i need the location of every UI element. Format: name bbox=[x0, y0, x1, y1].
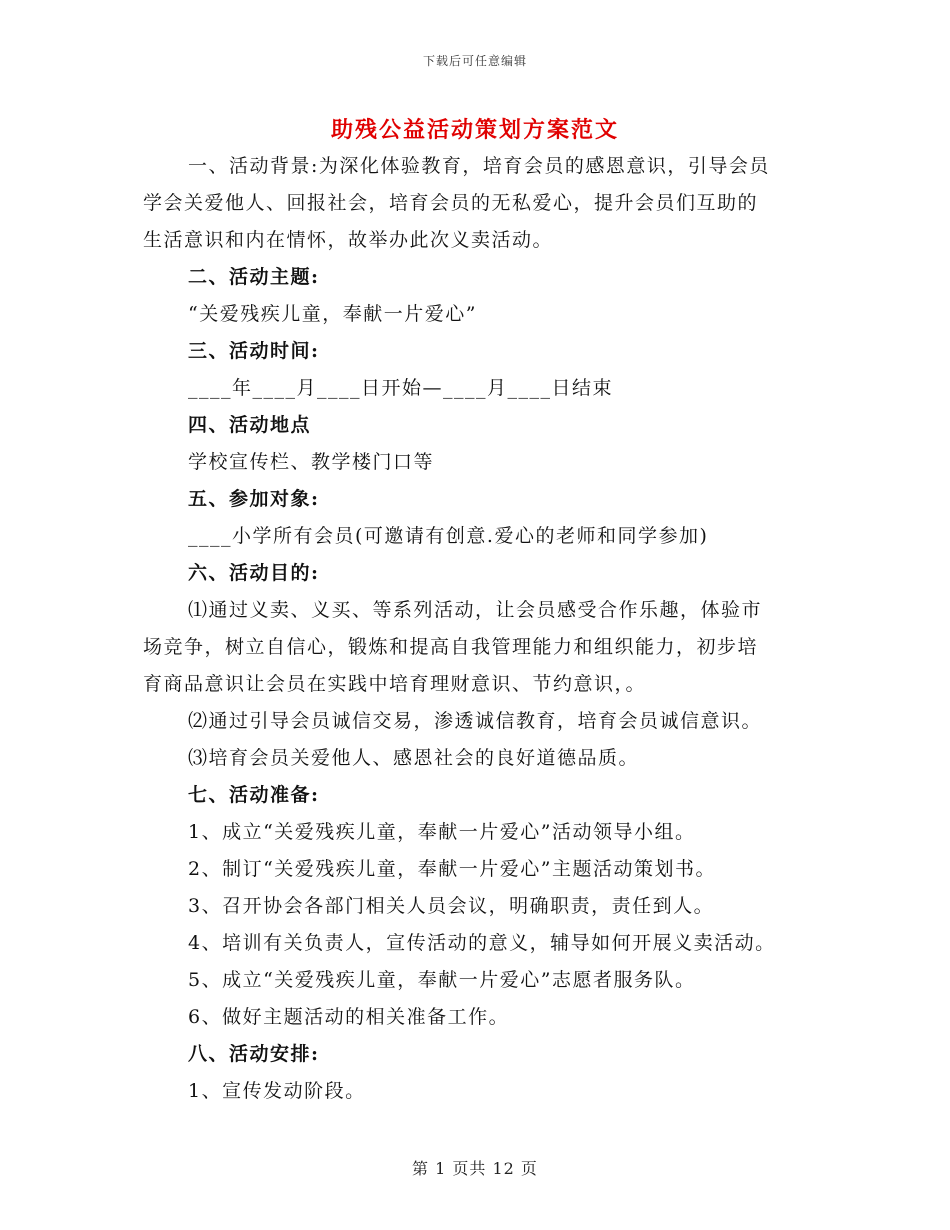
purpose-item-1-line-2: 场竞争，树立自信心，锻炼和提高自我管理能力和组织能力，初步培 bbox=[143, 636, 759, 658]
theme-text: “关爱残疾儿童，奉献一片爱心” bbox=[188, 303, 477, 325]
theme-heading: 二、活动主题: bbox=[188, 266, 320, 288]
time-heading: 三、活动时间: bbox=[188, 340, 320, 362]
purpose-item-2: ⑵通过引导会员诚信交易，渗透诚信教育，培育会员诚信意识。 bbox=[188, 710, 763, 732]
preparation-item-2: 2、制订“关爱残疾儿童，奉献一片爱心”主题活动策划书。 bbox=[188, 858, 717, 880]
header-note: 下载后可任意编辑 bbox=[422, 54, 527, 68]
time-text: ____年____月____日开始—____月____日结束 bbox=[188, 377, 614, 399]
purpose-heading: 六、活动目的: bbox=[188, 562, 320, 584]
location-text: 学校宣传栏、教学楼门口等 bbox=[188, 451, 435, 473]
preparation-heading: 七、活动准备: bbox=[188, 784, 320, 806]
purpose-item-1-line-3: 育商品意识让会员在实践中培育理财意识、节约意识，。 bbox=[143, 673, 647, 695]
document-title: 助残公益活动策划方案范文 bbox=[330, 117, 619, 143]
document-body bbox=[143, 148, 808, 1110]
preparation-item-4: 4、培训有关负责人，宣传活动的意义，辅导如何开展义卖活动。 bbox=[188, 932, 776, 954]
background-line-1: 一、活动背景:为深化体验教育，培育会员的感恩意识，引导会员 bbox=[188, 155, 770, 177]
location-heading: 四、活动地点 bbox=[188, 414, 312, 436]
arrangement-item-1: 1、宣传发动阶段。 bbox=[188, 1080, 366, 1102]
preparation-item-6: 6、做好主题活动的相关准备工作。 bbox=[188, 1006, 510, 1028]
purpose-item-3: ⑶培育会员关爱他人、感恩社会的良好道德品质。 bbox=[188, 747, 640, 769]
purpose-item-1-line-1: ⑴通过义卖、义买、等系列活动，让会员感受合作乐趣，体验市 bbox=[188, 599, 763, 621]
background-line-3: 生活意识和内在情怀，故举办此次义卖活动。 bbox=[143, 229, 554, 251]
preparation-item-1: 1、成立“关爱残疾儿童，奉献一片爱心”活动领导小组。 bbox=[188, 821, 696, 843]
page-footer: 第 1 页共 12 页 bbox=[412, 1159, 538, 1178]
background-line-2: 学会关爱他人、回报社会，培育会员的无私爱心，提升会员们互助的 bbox=[143, 192, 759, 214]
arrangement-heading: 八、活动安排: bbox=[188, 1043, 320, 1065]
preparation-item-3: 3、召开协会各部门相关人员会议，明确职责，责任到人。 bbox=[188, 895, 715, 917]
participants-text: ____小学所有会员(可邀请有创意.爱心的老师和同学参加) bbox=[188, 525, 709, 547]
participants-heading: 五、参加对象: bbox=[188, 488, 320, 510]
preparation-item-5: 5、成立“关爱残疾儿童，奉献一片爱心”志愿者服务队。 bbox=[188, 969, 696, 991]
